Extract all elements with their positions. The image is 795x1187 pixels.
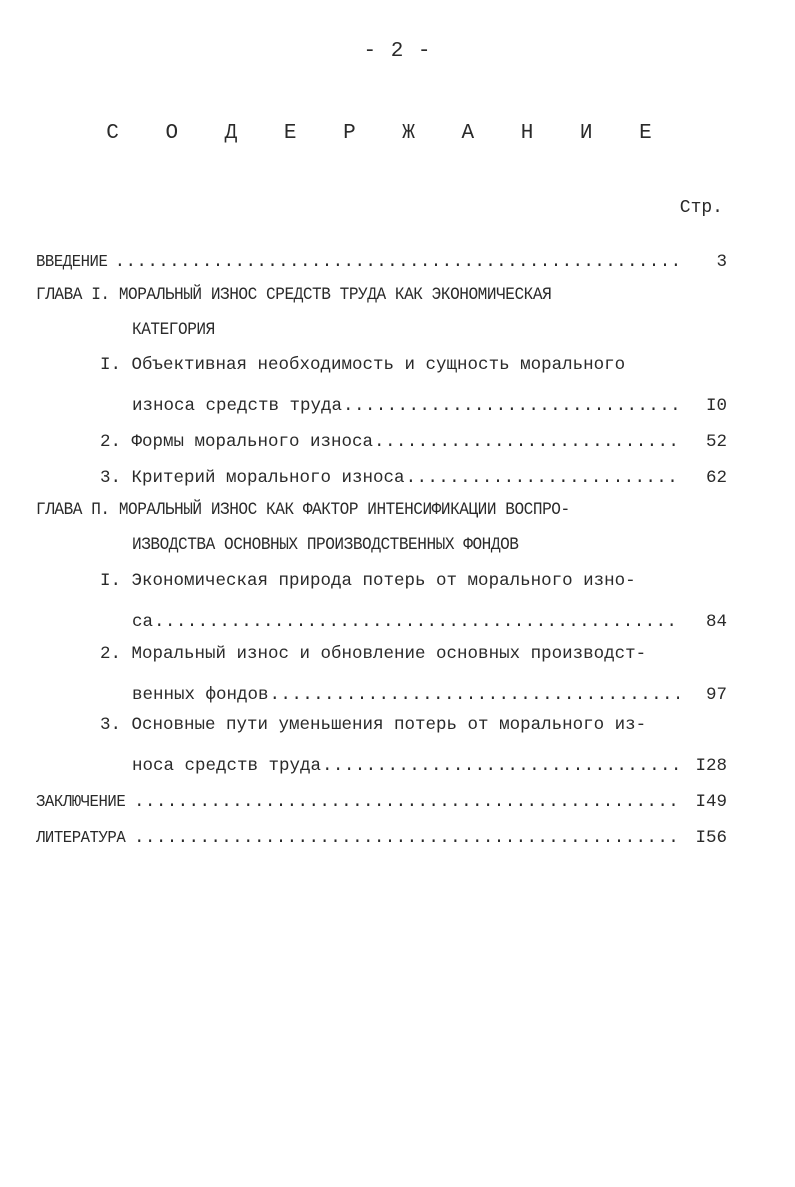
leader-dots (134, 828, 679, 848)
toc-page-number: 3 (716, 252, 727, 272)
chapter-2-section-2-line1: 2. Моральный износ и обновление основных производст- (100, 644, 647, 664)
toc-page-number: 62 (705, 468, 727, 488)
toc-entry-conclusion (36, 782, 727, 812)
leader-dots (406, 468, 679, 488)
toc-entry-text: износа средств труда (132, 396, 343, 416)
toc-entry-ch2-s1 (132, 602, 727, 632)
toc-page-number: I56 (695, 828, 727, 848)
toc-entry-ch1-s1 (132, 386, 727, 416)
leader-dots (343, 396, 679, 416)
toc-entry-text: 2. Формы морального износа (100, 432, 374, 452)
toc-page-number: I49 (695, 792, 727, 812)
chapter-1-heading-line1: ГЛАВА I. МОРАЛЬНЫЙ ИЗНОС СРЕДСТВ ТРУДА КАК ЭКОНОМИЧЕСКАЯ (36, 285, 552, 305)
toc-entry-intro (36, 242, 727, 272)
toc-entry-ch2-s2 (132, 675, 727, 705)
toc-entry-literature (36, 818, 727, 848)
page-title: С О Д Е Р Ж А Н И Е (106, 122, 669, 145)
leader-dots (154, 612, 679, 632)
toc-entry-text: са (132, 612, 154, 632)
toc-page-number: I28 (695, 756, 727, 776)
toc-entry-text: ВВЕДЕНИЕ (36, 253, 108, 272)
leader-dots (270, 685, 679, 705)
toc-page-number: 52 (705, 432, 727, 452)
toc-entry-text: ЗАКЛЮЧЕНИЕ (36, 793, 126, 812)
leader-dots (322, 756, 679, 776)
leader-dots (134, 792, 679, 812)
chapter-1-section-1-line1: I. Объективная необходимость и сущность морального (100, 355, 626, 375)
chapter-2-section-3-line1: 3. Основные пути уменьшения потерь от морального из- (100, 715, 647, 735)
toc-entry-text: носа средств труда (132, 756, 322, 776)
toc-entry-ch1-s2 (100, 422, 727, 452)
toc-entry-text: 3. Критерий морального износа (100, 468, 405, 488)
toc-entry-text: ЛИТЕРАТУРА (36, 829, 126, 848)
chapter-2-heading-line2: ИЗВОДСТВА ОСНОВНЫХ ПРОИЗВОДСТВЕННЫХ ФОНДОВ (132, 535, 519, 555)
toc-page-number: I0 (705, 396, 727, 416)
toc-entry-ch1-s3 (100, 458, 727, 488)
toc-entry-text: венных фондов (132, 685, 269, 705)
pages-column-label: Стр. (679, 198, 723, 218)
chapter-1-heading-line2: КАТЕГОРИЯ (132, 320, 215, 340)
page-number: - 2 - (363, 40, 432, 63)
leader-dots (374, 432, 679, 452)
leader-dots (115, 252, 679, 272)
chapter-2-heading-line1: ГЛАВА П. МОРАЛЬНЫЙ ИЗНОС КАК ФАКТОР ИНТЕНСИФИКАЦИИ ВОСПРО- (36, 500, 570, 520)
toc-page-number: 97 (705, 685, 727, 705)
chapter-2-section-1-line1: I. Экономическая природа потерь от морального изно- (100, 571, 636, 591)
toc-entry-ch2-s3 (132, 746, 727, 776)
toc-page-number: 84 (705, 612, 727, 632)
